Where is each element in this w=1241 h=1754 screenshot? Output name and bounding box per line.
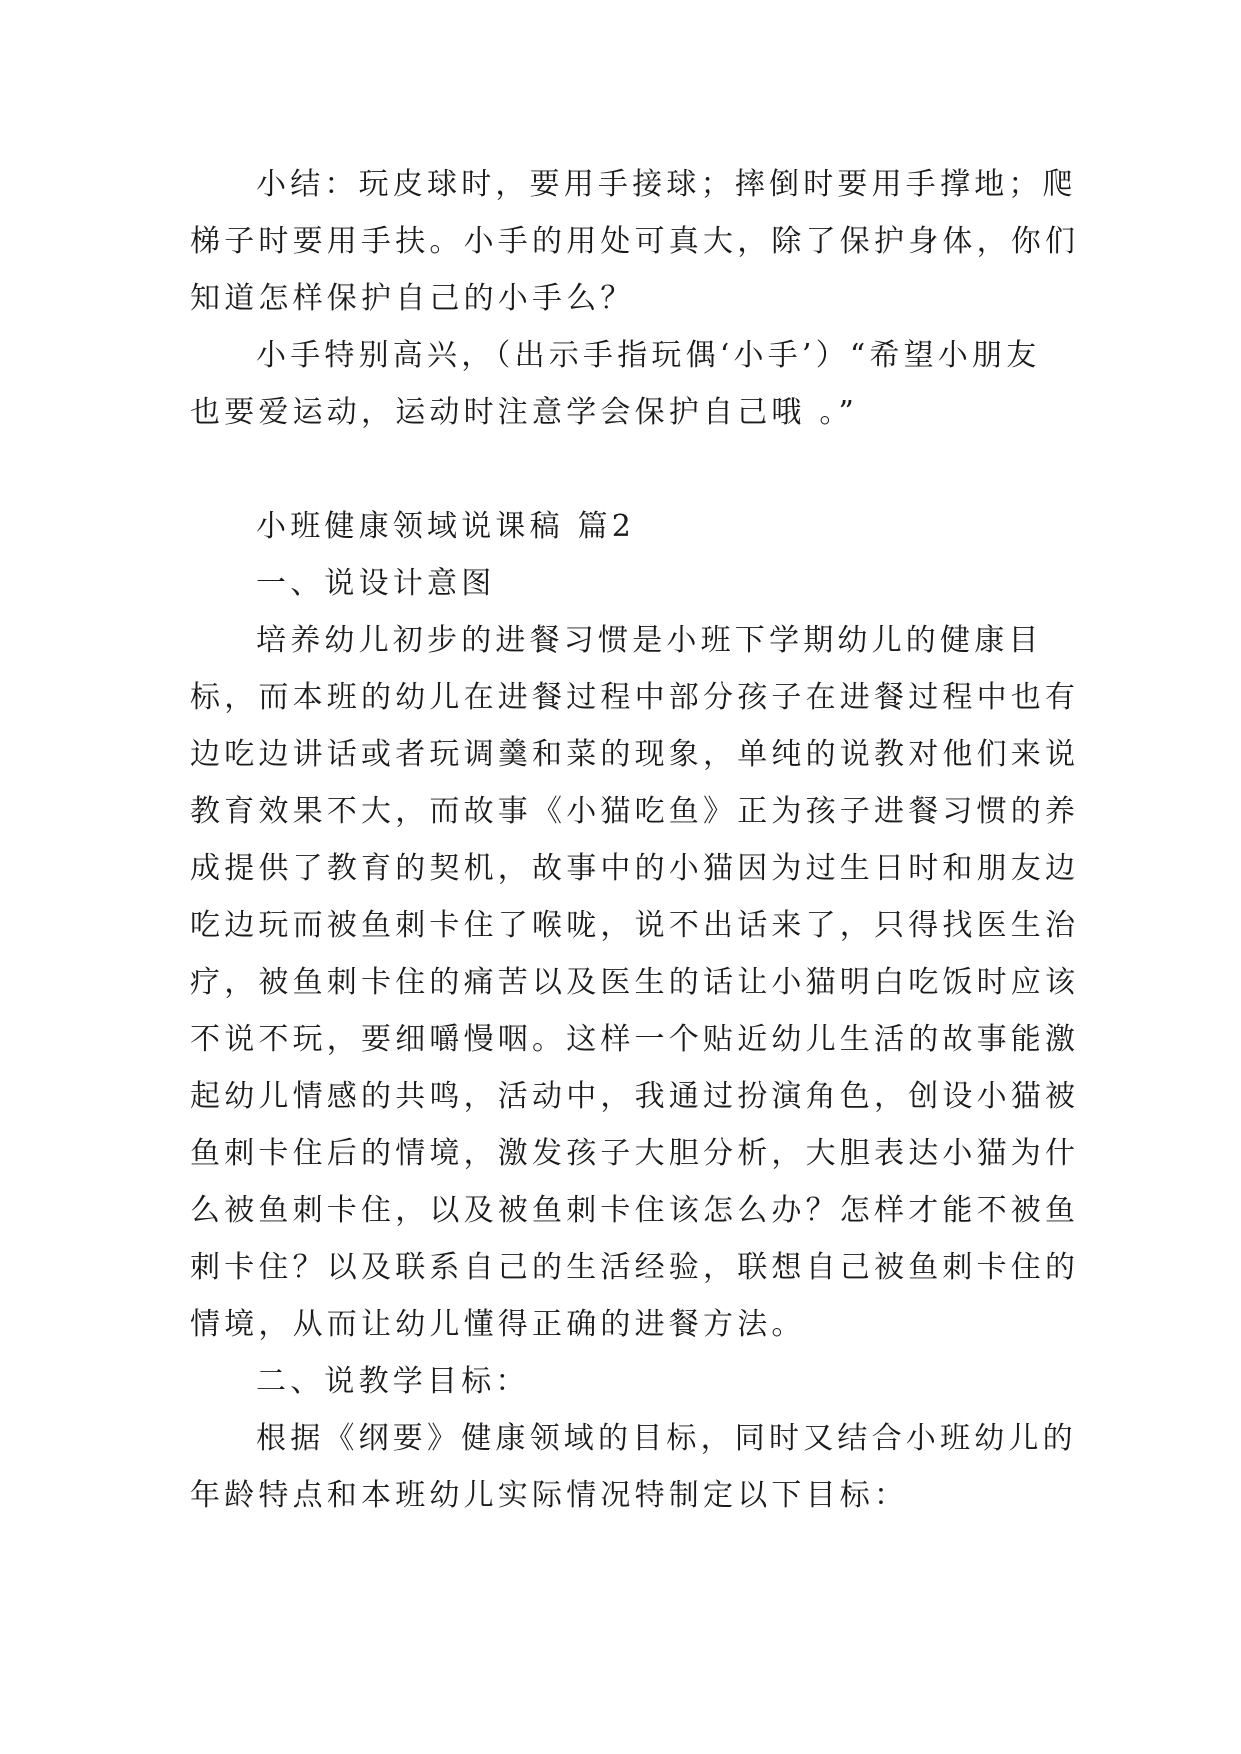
paragraph-line: 么被鱼刺卡住，以及被鱼刺卡住该怎么办？怎样才能不被鱼 — [190, 1193, 1080, 1228]
paragraph-line: 也要爱运动，运动时注意学会保护自己哦 。” — [190, 395, 859, 430]
paragraph-line: 年龄特点和本班幼儿实际情况特制定以下目标： — [190, 1478, 909, 1513]
paragraph-line: 成提供了教育的契机，故事中的小猫因为过生日时和朋友边 — [190, 851, 1080, 886]
heading-teaching-goals: 二、说教学目标： — [256, 1364, 530, 1399]
paragraph-line: 小手特别高兴，（出示手指玩偶‘小手’）“希望小朋友 — [256, 338, 1041, 373]
paragraph-line: 起幼儿情感的共鸣，活动中，我通过扮演角色，创设小猫被 — [190, 1079, 1080, 1114]
paragraph-line: 吃边玩而被鱼刺卡住了喉咙，说不出话来了，只得找医生治 — [190, 908, 1080, 943]
paragraph-line: 刺卡住？以及联系自己的生活经验，联想自己被鱼刺卡住的 — [190, 1250, 1080, 1285]
paragraph-line: 情境，从而让幼儿懂得正确的进餐方法。 — [190, 1307, 806, 1342]
heading-design-intent: 一、说设计意图 — [256, 566, 496, 601]
paragraph-line: 知道怎样保护自己的小手么？ — [190, 281, 635, 316]
section-title: 小班健康领域说课稿 篇2 — [256, 509, 636, 544]
paragraph-line: 疗，被鱼刺卡住的痛苦以及医生的话让小猫明白吃饭时应该 — [190, 965, 1080, 1000]
paragraph-line: 鱼刺卡住后的情境，激发孩子大胆分析，大胆表达小猫为什 — [190, 1136, 1080, 1171]
paragraph-line: 根据《纲要》健康领域的目标，同时又结合小班幼儿的 — [256, 1421, 1077, 1456]
paragraph-line: 教育效果不大，而故事《小猫吃鱼》正为孩子进餐习惯的养 — [190, 794, 1080, 829]
paragraph-line: 梯子时要用手扶。小手的用处可真大，除了保护身体，你们 — [190, 224, 1080, 259]
paragraph-line: 边吃边讲话或者玩调羹和菜的现象，单纯的说教对他们来说 — [190, 737, 1080, 772]
paragraph-line: 小结：玩皮球时，要用手接球；摔倒时要用手撑地；爬 — [256, 167, 1077, 202]
paragraph-line: 不说不玩，要细嚼慢咽。这样一个贴近幼儿生活的故事能激 — [190, 1022, 1080, 1057]
paragraph-line: 培养幼儿初步的进餐习惯是小班下学期幼儿的健康目 — [256, 623, 1043, 658]
paragraph-line: 标，而本班的幼儿在进餐过程中部分孩子在进餐过程中也有 — [190, 680, 1080, 715]
